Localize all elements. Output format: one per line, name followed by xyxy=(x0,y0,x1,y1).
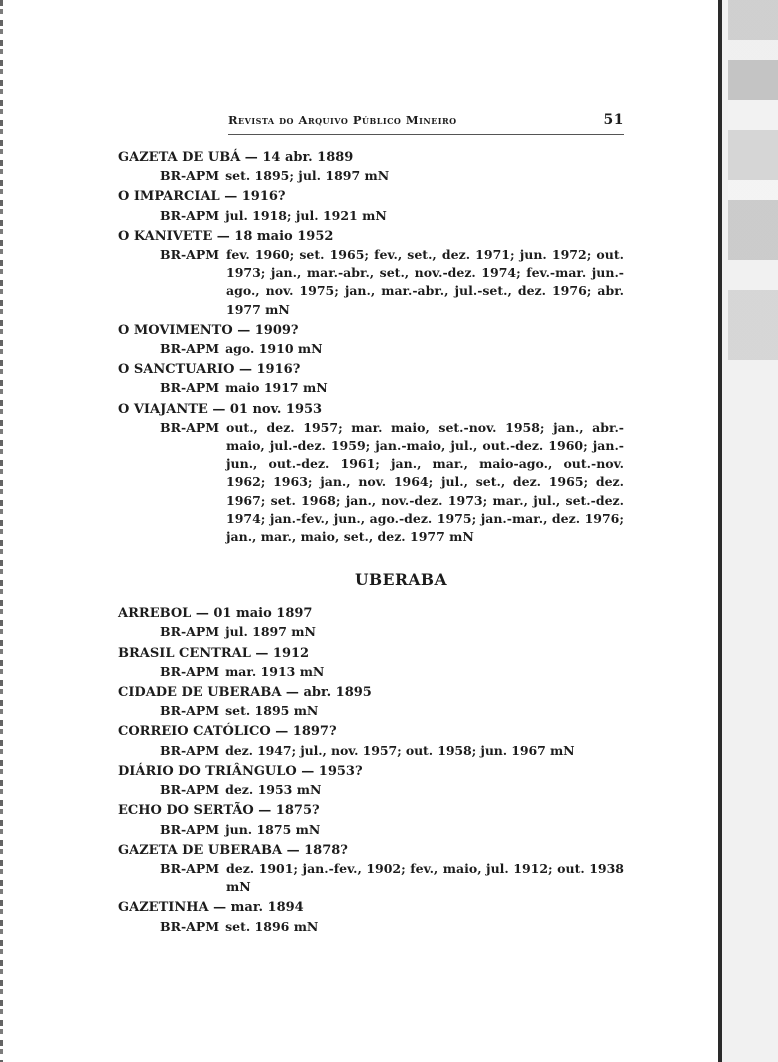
holdings-text: set. 1895; jul. 1897 mN xyxy=(225,168,390,184)
holdings-text: jul. 1897 mN xyxy=(225,624,316,640)
archive-label: BR-APM xyxy=(160,168,220,184)
holdings-text: mar. 1913 mN xyxy=(225,663,325,679)
catalog-entry xyxy=(118,842,624,897)
archive-label: BR-APM xyxy=(160,742,220,758)
entry-title: GAZETA DE UBERABA — 1878? xyxy=(118,842,348,858)
holdings-text: out., dez. 1957; mar. maio, set.-nov. 1958; jan., abr.-maio, jul.-dez. 1959; jan.-maio, jul., out.-dez. 1960; jan.-jun., out.-dez. 1961; jan., mar., maio-ago., out.-nov. 1962; 1963; jan., nov. 1964; jul., set., dez. 1965; dez. 1967; set. 1968; jan., nov.-dez. 1973; mar., jul., set.-dez. 1974; jan.-fev., jun., ago.-dez. 1975; jan.-mar., dez. 1976; jan., mar., maio, set., dez. 1977 mN xyxy=(226,419,624,545)
holdings-text: ago. 1910 mN xyxy=(225,341,323,357)
entry-title: GAZETINHA — mar. 1894 xyxy=(118,900,304,916)
catalog-entry xyxy=(118,899,624,935)
entry-holdings xyxy=(118,167,624,185)
entry-holdings xyxy=(118,860,624,896)
entry-title: ARREBOL — 01 maio 1897 xyxy=(118,606,313,622)
catalog-entry xyxy=(118,228,624,319)
holdings-text: fev. 1960; set. 1965; fev., set., dez. 1971; jun. 1972; out. 1973; jan., mar.-abr., set., nov.-dez. 1974; fev.-mar. jun.-ago., nov. 1975; jan., mar.-abr., jul.-set., dez. 1976; abr. 1977 mN xyxy=(226,247,624,317)
entry-holdings xyxy=(118,379,624,397)
entry-holdings xyxy=(118,623,624,641)
entry-holdings xyxy=(118,702,624,720)
entry-holdings xyxy=(118,742,624,760)
scan-left-edge xyxy=(0,0,3,1062)
entry-title: O MOVIMENTO — 1909? xyxy=(118,322,299,338)
archive-label: BR-APM xyxy=(160,703,220,719)
entry-title: BRASIL CENTRAL — 1912 xyxy=(118,645,310,661)
entry-holdings xyxy=(118,207,624,225)
entry-title: O SANCTUARIO — 1916? xyxy=(118,362,301,378)
entry-title: O IMPARCIAL — 1916? xyxy=(118,189,286,205)
journal-title: Revista do Arquivo Público Mineiro xyxy=(228,113,457,127)
archive-label: BR-APM xyxy=(160,918,220,934)
archive-label: BR-APM xyxy=(160,341,220,357)
archive-label: BR-APM xyxy=(160,380,220,396)
entry-title: O VIAJANTE — 01 nov. 1953 xyxy=(118,401,323,417)
holdings-text: dez. 1947; jul., nov. 1957; out. 1958; jun. 1967 mN xyxy=(225,742,575,758)
holdings-text: set. 1896 mN xyxy=(225,918,319,934)
archive-label: BR-APM xyxy=(160,624,220,640)
entry-holdings xyxy=(118,781,624,799)
scan-right-edge-line xyxy=(718,0,722,1062)
entry-title: CIDADE DE UBERABA — abr. 1895 xyxy=(118,685,372,701)
catalog-entry xyxy=(118,645,624,681)
document-page xyxy=(118,112,624,939)
archive-label: BR-APM xyxy=(160,663,220,679)
holdings-text: dez. 1901; jan.-fev., 1902; fev., maio, jul. 1912; out. 1938 mN xyxy=(226,860,624,895)
holdings-text: dez. 1953 mN xyxy=(225,782,322,798)
catalog-entry xyxy=(118,322,624,358)
entry-title: ECHO DO SERTÃO — 1875? xyxy=(118,803,320,819)
archive-label: BR-APM xyxy=(160,207,220,223)
entry-holdings xyxy=(118,663,624,681)
catalog-entry xyxy=(118,188,624,224)
catalog-entry xyxy=(118,802,624,838)
running-header xyxy=(228,112,624,135)
entry-holdings xyxy=(118,340,624,358)
catalog-entry xyxy=(118,149,624,185)
archive-label: BR-APM xyxy=(160,860,220,876)
holdings-text: maio 1917 mN xyxy=(225,380,328,396)
entry-title: CORREIO CATÓLICO — 1897? xyxy=(118,724,337,740)
section-heading: UBERABA xyxy=(355,570,447,590)
entry-holdings xyxy=(118,419,624,546)
entry-holdings xyxy=(118,821,624,839)
entry-title: O KANIVETE — 18 maio 1952 xyxy=(118,228,334,244)
entry-holdings xyxy=(118,246,624,319)
archive-label: BR-APM xyxy=(160,247,220,263)
catalog-entry xyxy=(118,361,624,397)
scan-right-noise xyxy=(728,0,778,360)
holdings-text: jul. 1918; jul. 1921 mN xyxy=(225,207,387,223)
page-number: 51 xyxy=(603,112,624,128)
entry-title: GAZETA DE UBÁ — 14 abr. 1889 xyxy=(118,150,354,165)
holdings-text: jun. 1875 mN xyxy=(225,821,321,837)
catalog-entry xyxy=(118,723,624,759)
entry-title: DIÁRIO DO TRIÂNGULO — 1953? xyxy=(118,763,363,779)
holdings-text: set. 1895 mN xyxy=(225,703,319,719)
archive-label: BR-APM xyxy=(160,419,220,435)
catalog-entry xyxy=(118,401,624,547)
entry-holdings xyxy=(118,918,624,936)
catalog-entry xyxy=(118,605,624,641)
archive-label: BR-APM xyxy=(160,821,220,837)
catalog-entry xyxy=(118,684,624,720)
catalog-entry xyxy=(118,763,624,799)
archive-label: BR-APM xyxy=(160,782,220,798)
